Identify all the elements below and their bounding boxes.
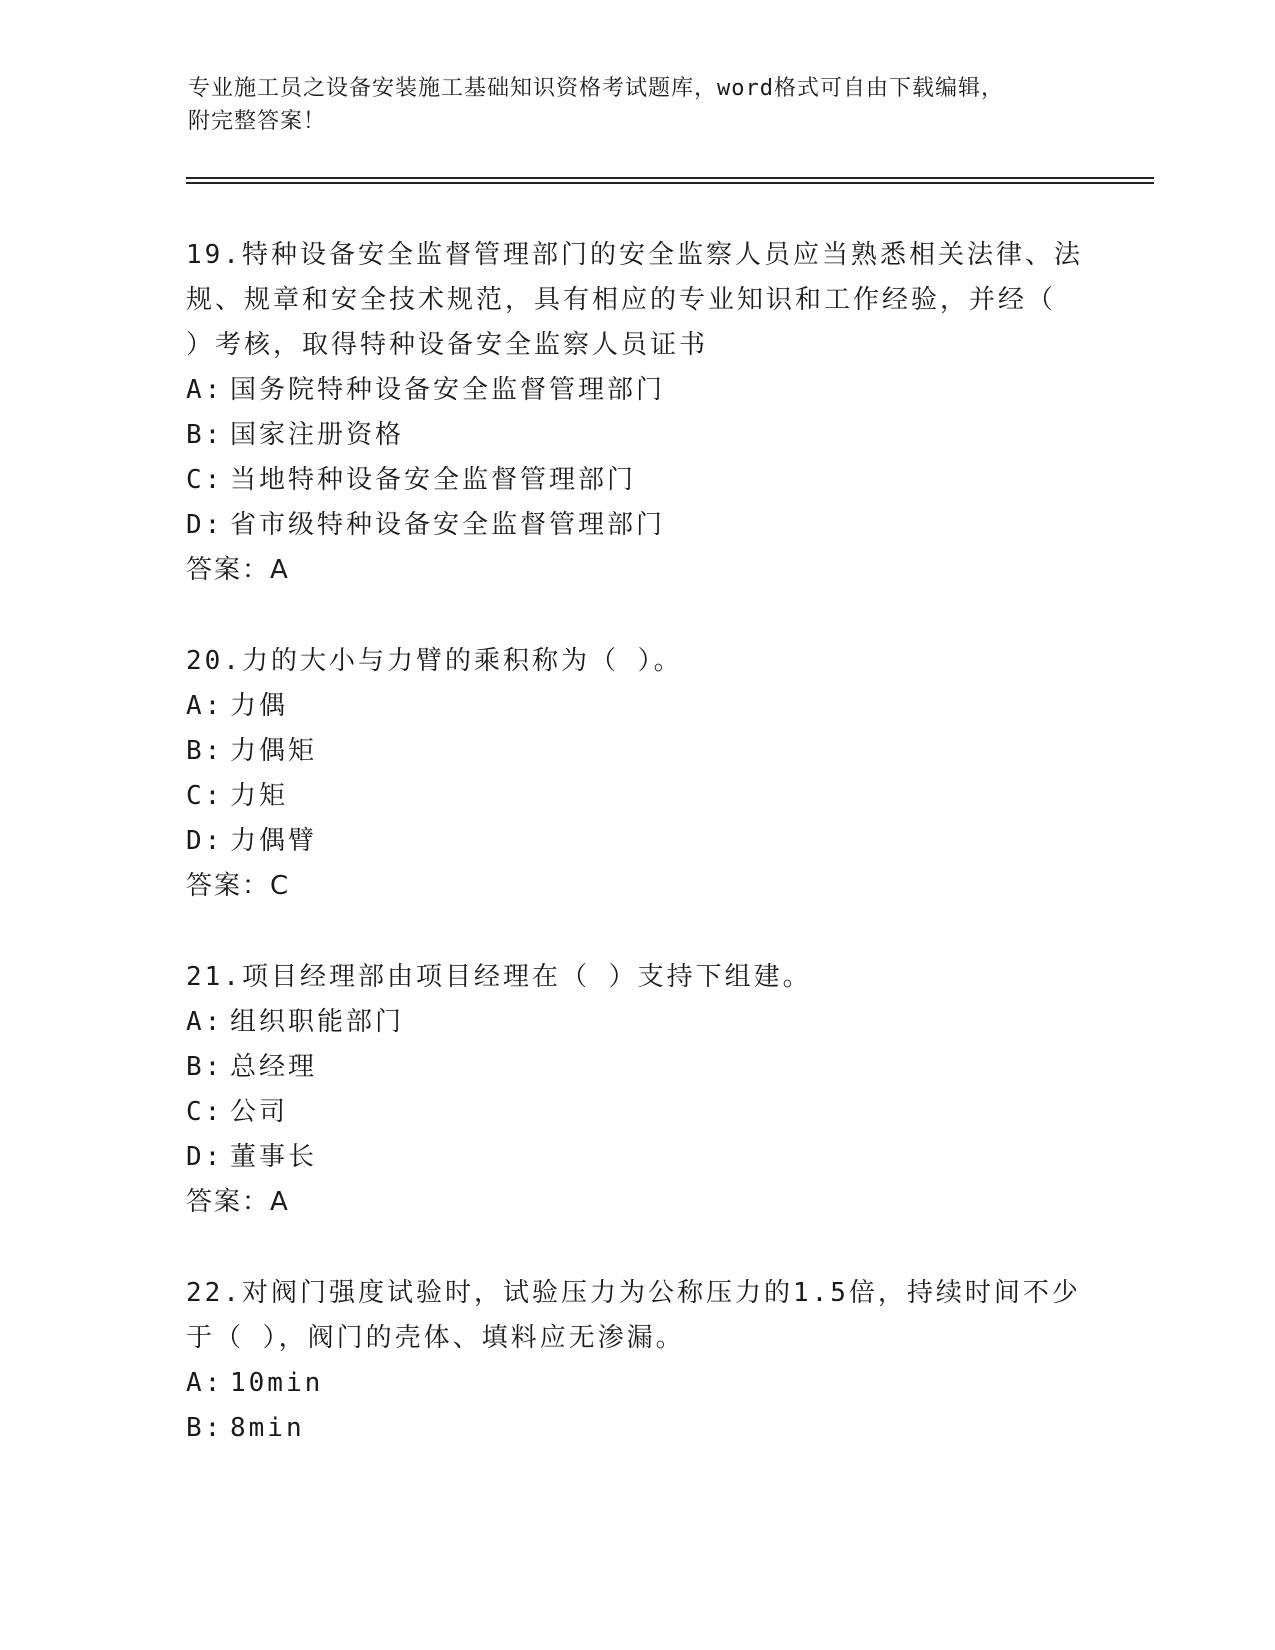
option-text: 组织职能部门 (230, 1007, 405, 1037)
option-d (186, 1135, 1086, 1180)
option-key: B: (186, 1052, 224, 1082)
option-text: 10min (230, 1368, 324, 1398)
option-b (186, 729, 1086, 774)
question-text: 22.对阀门强度试验时，试验压力为公称压力的1.5倍，持续时间不少于（ ），阀门的壳体、填料应无渗漏。 (186, 1278, 1081, 1353)
option-text: 当地特种设备安全监督管理部门 (230, 465, 637, 495)
option-d (186, 819, 1086, 864)
header-line-2: 附完整答案！ (188, 109, 327, 134)
question-text: 20.力的大小与力臂的乘积称为（ ）。 (186, 646, 683, 676)
option-key: A: (186, 691, 224, 721)
option-text: 董事长 (230, 1142, 318, 1172)
option-key: B: (186, 420, 224, 450)
option-key: C: (186, 781, 224, 811)
answer-line: 答案：A (186, 555, 290, 585)
option-text: 8min (230, 1413, 305, 1443)
option-c (186, 1090, 1086, 1135)
option-key: D: (186, 826, 224, 856)
option-text: 省市级特种设备安全监督管理部门 (230, 510, 666, 540)
option-c (186, 458, 1086, 503)
option-text: 力偶臂 (230, 826, 318, 856)
answer-line: 答案：A (186, 1187, 290, 1217)
question-20 (186, 639, 1086, 909)
document-header (188, 72, 1068, 138)
option-text: 公司 (230, 1097, 289, 1127)
option-key: C: (186, 465, 224, 495)
option-key: D: (186, 1142, 224, 1172)
option-b (186, 1406, 1086, 1451)
header-rule-top (186, 177, 1154, 179)
answer-line: 答案：C (186, 871, 291, 901)
option-d (186, 503, 1086, 548)
header-rule-bottom (186, 182, 1154, 184)
option-text: 国务院特种设备安全监督管理部门 (230, 375, 666, 405)
option-text: 力偶矩 (230, 736, 318, 766)
question-19 (186, 233, 1086, 593)
option-a (186, 368, 1086, 413)
option-a (186, 1361, 1086, 1406)
question-list (186, 233, 1086, 1497)
question-text: 19.特种设备安全监督管理部门的安全监察人员应当熟悉相关法律、法规、规章和安全技术规范，具有相应的专业知识和工作经验，并经（ ）考核，取得特种设备安全监察人员证书 (186, 240, 1083, 360)
option-a (186, 1000, 1086, 1045)
option-key: B: (186, 736, 224, 766)
option-c (186, 774, 1086, 819)
option-key: A: (186, 1368, 224, 1398)
option-key: D: (186, 510, 224, 540)
question-text: 21.项目经理部由项目经理在（ ）支持下组建。 (186, 962, 812, 992)
option-key: A: (186, 1007, 224, 1037)
option-key: A: (186, 375, 224, 405)
option-b (186, 413, 1086, 458)
option-key: C: (186, 1097, 224, 1127)
option-text: 力矩 (230, 781, 289, 811)
question-22 (186, 1271, 1086, 1451)
option-text: 力偶 (230, 691, 289, 721)
header-line-1: 专业施工员之设备安装施工基础知识资格考试题库，word格式可自由下载编辑， (188, 76, 1004, 101)
option-b (186, 1045, 1086, 1090)
question-21 (186, 955, 1086, 1225)
option-text: 总经理 (230, 1052, 318, 1082)
option-a (186, 684, 1086, 729)
option-text: 国家注册资格 (230, 420, 405, 450)
option-key: B: (186, 1413, 224, 1443)
